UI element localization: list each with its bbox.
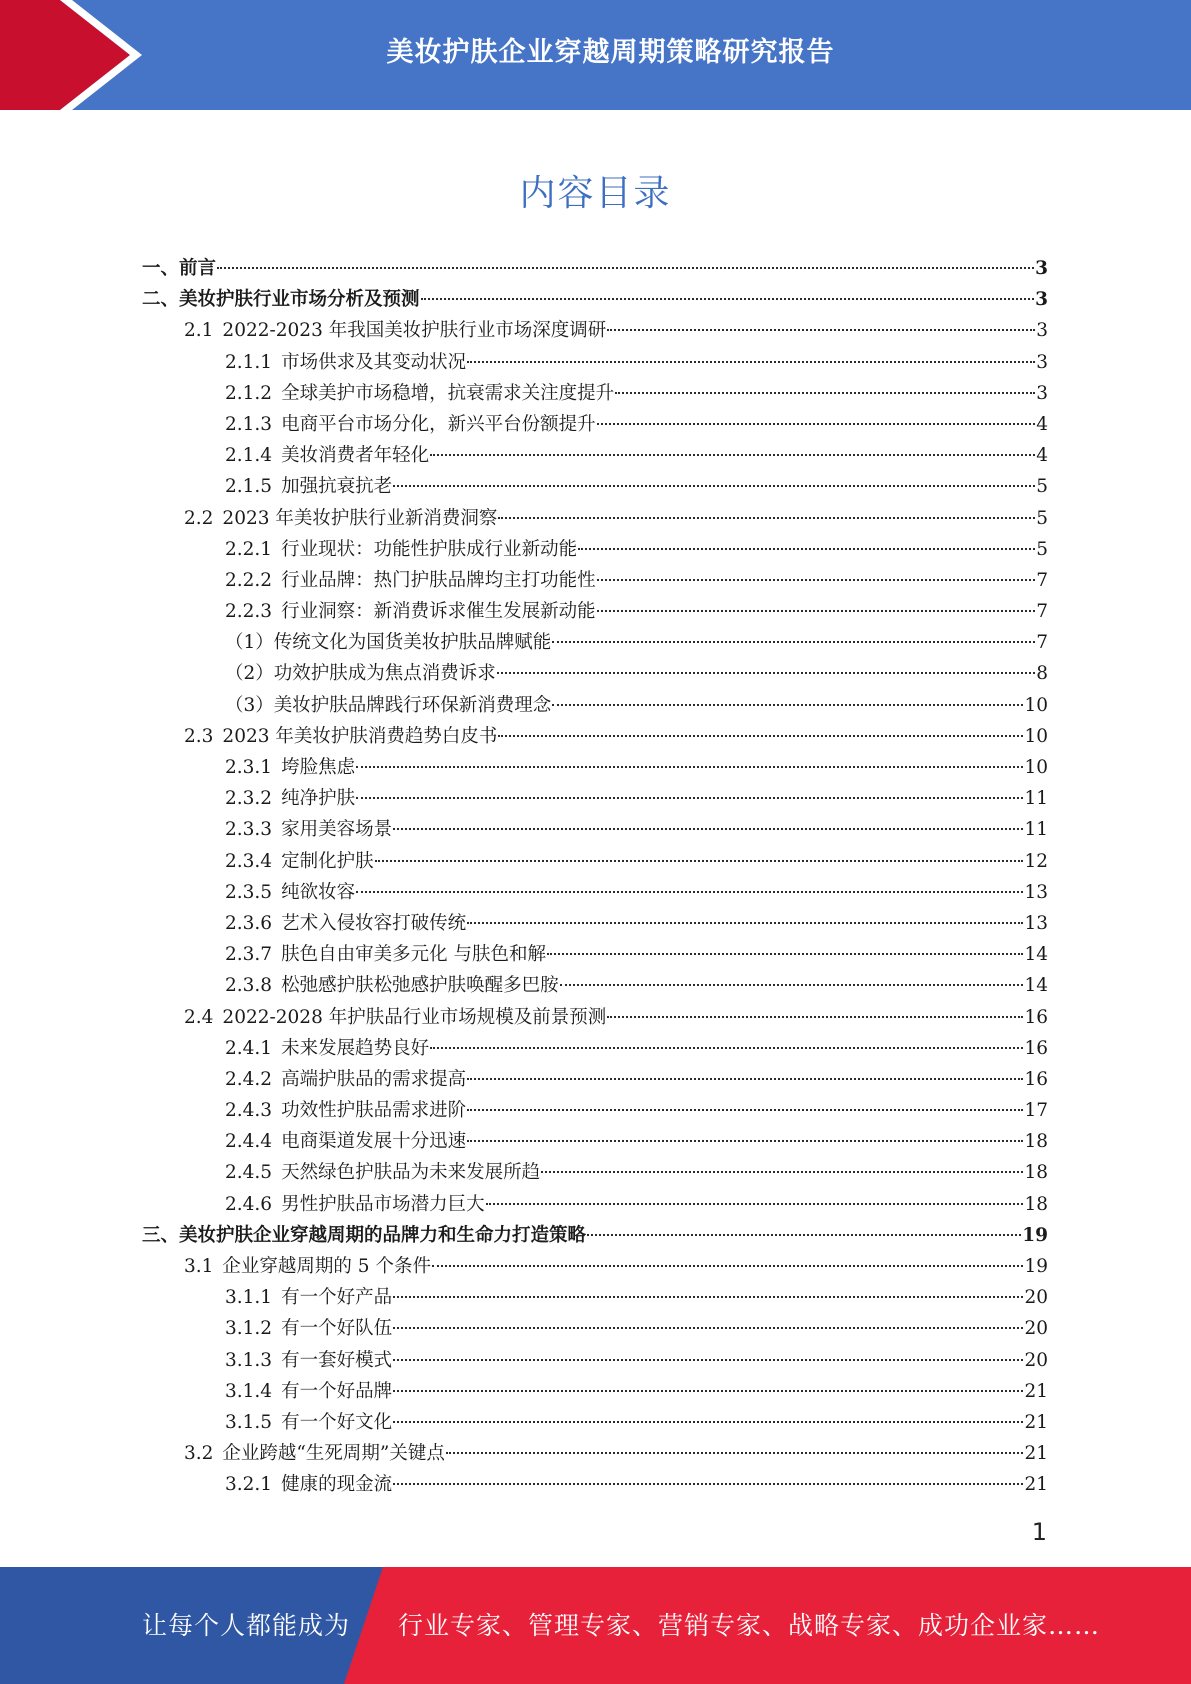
toc-entry[interactable] xyxy=(142,1282,1048,1313)
toc-entry-label: 家用美容场景 xyxy=(281,819,393,841)
toc-entry-number: 2.3.8 xyxy=(225,975,273,997)
toc-entry-title xyxy=(225,627,551,658)
toc-entry-number: 2.2.3 xyxy=(225,601,273,623)
toc-entry-page: 21 xyxy=(1024,1380,1048,1402)
toc-entry-number: 2.1.4 xyxy=(225,445,273,467)
toc-entry-label: 有一个好品牌 xyxy=(281,1380,393,1402)
toc-entry-number: 2.4.4 xyxy=(225,1131,273,1153)
table-of-contents xyxy=(142,253,1048,1501)
toc-dot-leader xyxy=(607,1016,1023,1018)
toc-entry-label: 定制化护肤 xyxy=(281,850,374,872)
toc-entry-title xyxy=(142,253,216,284)
toc-entry[interactable] xyxy=(142,1469,1048,1500)
toc-entry-label: 2023 年美妆护肤消费趋势白皮书 xyxy=(222,725,498,747)
toc-entry-title xyxy=(225,1095,466,1126)
toc-entry-title xyxy=(225,1313,392,1344)
toc-dot-leader xyxy=(430,1047,1023,1049)
toc-dot-leader xyxy=(430,454,1035,456)
toc-entry-label: 肤色自由审美多元化 与肤色和解 xyxy=(281,944,546,966)
toc-entry[interactable] xyxy=(142,1251,1048,1282)
toc-entry-number: 3.1.1 xyxy=(225,1287,273,1309)
toc-entry-page: 20 xyxy=(1024,1349,1048,1371)
page-number: 1 xyxy=(1031,1518,1047,1546)
toc-entry-title xyxy=(225,534,577,565)
toc-entry-page: 7 xyxy=(1036,601,1048,623)
toc-entry-number: 2.4.6 xyxy=(225,1193,273,1215)
toc-entry-page: 5 xyxy=(1036,476,1048,498)
toc-dot-leader xyxy=(560,984,1024,986)
toc-entry-page: 19 xyxy=(1022,1224,1048,1246)
toc-dot-leader xyxy=(467,1078,1023,1080)
toc-entry[interactable] xyxy=(142,1438,1048,1469)
toc-dot-leader xyxy=(432,1265,1023,1267)
toc-entry-page: 13 xyxy=(1024,881,1048,903)
toc-entry-page: 11 xyxy=(1024,819,1048,841)
toc-entry-label: 企业穿越周期的 5 个条件 xyxy=(222,1256,431,1277)
toc-dot-leader xyxy=(393,1327,1023,1329)
toc-dot-leader xyxy=(607,329,1035,331)
toc-entry-title xyxy=(225,1376,392,1407)
toc-entry-title xyxy=(142,1220,586,1251)
toc-entry-page: 7 xyxy=(1036,569,1048,591)
toc-entry-number: 2.3.6 xyxy=(225,912,273,934)
toc-entry-page: 20 xyxy=(1024,1287,1048,1309)
toc-entry-label: 高端护肤品的需求提高 xyxy=(281,1068,467,1090)
toc-entry-page: 3 xyxy=(1035,258,1048,279)
toc-entry[interactable] xyxy=(142,253,1048,284)
toc-entry[interactable] xyxy=(142,378,1048,409)
toc-entry-label: 有一个好文化 xyxy=(281,1411,393,1433)
toc-entry-number: 3.2 xyxy=(184,1443,214,1465)
toc-entry-page: 16 xyxy=(1024,1068,1048,1090)
toc-entry[interactable] xyxy=(142,1189,1048,1220)
toc-entry-page: 10 xyxy=(1024,757,1048,778)
toc-entry-page: 18 xyxy=(1024,1193,1048,1215)
toc-entry-title xyxy=(184,315,606,346)
toc-entry[interactable] xyxy=(142,284,1048,315)
toc-entry-title xyxy=(225,1064,466,1095)
toc-entry-number: 2.3.5 xyxy=(225,881,273,903)
toc-entry-label: 未来发展趋势良好 xyxy=(281,1037,430,1059)
toc-entry[interactable] xyxy=(142,1157,1048,1188)
toc-entry-number: 3.1.4 xyxy=(225,1380,273,1402)
toc-dot-leader xyxy=(356,766,1023,768)
toc-entry-title xyxy=(225,347,466,378)
toc-entry[interactable] xyxy=(142,1033,1048,1064)
toc-entry-label: 2023 年美妆护肤行业新消费洞察 xyxy=(222,507,498,529)
toc-entry-number: 2.4.2 xyxy=(225,1068,273,1090)
toc-entry-page: 12 xyxy=(1024,850,1048,872)
toc-entry-title xyxy=(225,877,355,908)
toc-entry-page: 4 xyxy=(1036,445,1048,467)
toc-entry[interactable] xyxy=(142,1064,1048,1095)
toc-entry-title xyxy=(184,1251,431,1282)
toc-dot-leader xyxy=(552,704,1023,706)
toc-dot-leader xyxy=(393,1421,1023,1423)
toc-entry-number: 2.1.1 xyxy=(225,351,273,373)
toc-dot-leader xyxy=(393,828,1023,830)
toc-entry-label: 加强抗衰抗老 xyxy=(281,476,393,498)
toc-entry[interactable] xyxy=(142,596,1048,627)
toc-dot-leader xyxy=(393,485,1035,487)
toc-entry-page: 3 xyxy=(1035,289,1048,311)
toc-entry-title xyxy=(225,1407,392,1438)
toc-entry-title xyxy=(225,690,551,721)
toc-entry-number: 2.3.3 xyxy=(225,819,273,841)
toc-entry-title xyxy=(225,440,429,471)
toc-entry[interactable] xyxy=(142,1220,1048,1251)
footer-slogan-left: 让每个人都能成为 xyxy=(142,1611,351,1640)
toc-entry-page: 13 xyxy=(1024,912,1048,934)
toc-dot-leader xyxy=(541,1171,1023,1173)
toc-entry[interactable] xyxy=(142,939,1048,970)
toc-entry-number: 3.1.5 xyxy=(225,1411,273,1433)
toc-dot-leader xyxy=(615,392,1035,394)
toc-entry-title xyxy=(225,783,355,814)
toc-entry-label: 行业现状：功能性护肤成行业新动能 xyxy=(281,538,578,560)
toc-entry[interactable] xyxy=(142,1313,1048,1344)
toc-entry-label: 垮脸焦虑 xyxy=(281,757,356,778)
toc-entry[interactable] xyxy=(142,752,1048,783)
toc-entry-page: 10 xyxy=(1024,725,1048,747)
toc-entry-number: 2.2.1 xyxy=(225,538,273,560)
toc-entry-label: 纯净护肤 xyxy=(281,788,356,810)
toc-entry-page: 21 xyxy=(1024,1411,1048,1433)
toc-entry-page: 7 xyxy=(1036,632,1048,654)
toc-entry-title xyxy=(225,939,546,970)
toc-entry-number: 2.3.7 xyxy=(225,944,273,966)
toc-entry-title xyxy=(184,503,497,534)
toc-dot-leader xyxy=(356,891,1023,893)
toc-entry[interactable] xyxy=(142,1376,1048,1407)
toc-entry-page: 3 xyxy=(1036,351,1048,373)
toc-entry-title xyxy=(225,409,596,440)
toc-entry-page: 16 xyxy=(1024,1037,1048,1059)
toc-entry-label: 一、前言 xyxy=(142,258,217,279)
toc-dot-leader xyxy=(597,610,1036,612)
toc-entry-page: 20 xyxy=(1024,1318,1048,1340)
toc-entry[interactable] xyxy=(142,1345,1048,1376)
toc-entry-label: （1）传统文化为国货美妆护肤品牌赋能 xyxy=(225,632,552,654)
toc-entry-number: 2.1 xyxy=(184,320,214,342)
toc-entry-number: 2.4.3 xyxy=(225,1100,273,1122)
toc-entry[interactable] xyxy=(142,347,1048,378)
toc-entry-page: 8 xyxy=(1036,663,1048,685)
toc-entry-number: 2.3.2 xyxy=(225,788,273,810)
toc-entry-title xyxy=(225,814,392,845)
toc-entry-number: 2.4 xyxy=(184,1006,214,1028)
toc-entry-number: 2.3.4 xyxy=(225,850,273,872)
toc-entry-page: 16 xyxy=(1024,1006,1048,1028)
toc-entry-title xyxy=(225,658,496,689)
toc-entry-page: 4 xyxy=(1036,413,1048,435)
toc-entry-label: 电商渠道发展十分迅速 xyxy=(281,1131,467,1153)
toc-entry-label: （3）美妆护肤品牌践行环保新消费理念 xyxy=(225,694,552,716)
toc-dot-leader xyxy=(498,735,1023,737)
toc-entry-label: 电商平台市场分化，新兴平台份额提升 xyxy=(281,413,596,435)
toc-dot-leader xyxy=(498,517,1035,519)
toc-entry-page: 18 xyxy=(1024,1162,1048,1184)
toc-entry-number: 3.1.3 xyxy=(225,1349,273,1371)
toc-entry-number: 2.3 xyxy=(184,725,214,747)
toc-dot-leader xyxy=(486,1203,1024,1205)
toc-entry[interactable] xyxy=(142,877,1048,908)
toc-dot-leader xyxy=(467,1109,1023,1111)
toc-dot-leader xyxy=(597,423,1036,425)
toc-entry-title xyxy=(184,1002,606,1033)
toc-entry-title xyxy=(142,284,420,315)
toc-entry[interactable] xyxy=(142,1126,1048,1157)
toc-dot-leader xyxy=(547,953,1023,955)
toc-entry-label: （2）功效护肤成为焦点消费诉求 xyxy=(225,663,496,685)
toc-entry-label: 有一个好队伍 xyxy=(281,1318,393,1340)
toc-entry-page: 21 xyxy=(1024,1443,1048,1465)
toc-entry[interactable] xyxy=(142,1095,1048,1126)
toc-entry-label: 二、美妆护肤行业市场分析及预测 xyxy=(142,289,420,311)
toc-entry-title xyxy=(225,596,596,627)
toc-dot-leader xyxy=(393,1296,1023,1298)
toc-entry-title xyxy=(184,721,497,752)
toc-entry[interactable] xyxy=(142,658,1048,689)
toc-entry[interactable] xyxy=(142,471,1048,502)
toc-entry-title xyxy=(225,1469,392,1500)
toc-entry-label: 有一个好产品 xyxy=(281,1287,393,1309)
toc-entry-page: 11 xyxy=(1024,788,1048,810)
toc-entry-number: 3.2.1 xyxy=(225,1474,273,1496)
toc-dot-leader xyxy=(421,298,1035,300)
toc-entry-label: 企业跨越“生死周期”关键点 xyxy=(222,1443,445,1465)
toc-dot-leader xyxy=(393,1359,1023,1361)
toc-entry-title xyxy=(225,1345,392,1376)
toc-entry-label: 2022-2023 年我国美妆护肤行业市场深度调研 xyxy=(222,320,607,342)
header-band xyxy=(0,0,1191,110)
toc-entry-number: 2.1.3 xyxy=(225,413,273,435)
toc-entry-label: 行业品牌：热门护肤品牌均主打功能性 xyxy=(281,569,596,591)
toc-entry[interactable] xyxy=(142,1002,1048,1033)
toc-heading: 内容目录 xyxy=(519,173,672,214)
toc-entry[interactable] xyxy=(142,1407,1048,1438)
toc-entry[interactable] xyxy=(142,315,1048,346)
toc-entry-label: 松弛感护肤松弛感护肤唤醒多巴胺 xyxy=(281,975,559,997)
toc-entry-page: 18 xyxy=(1024,1131,1048,1153)
toc-dot-leader xyxy=(393,1390,1023,1392)
footer-slogan-right: 行业专家、管理专家、营销专家、战略专家、成功企业家…… xyxy=(398,1611,1101,1640)
toc-entry-number: 2.4.1 xyxy=(225,1037,273,1059)
toc-dot-leader xyxy=(217,267,1034,269)
toc-entry-title xyxy=(225,565,596,596)
toc-entry[interactable] xyxy=(142,503,1048,534)
toc-entry[interactable] xyxy=(142,846,1048,877)
toc-dot-leader xyxy=(467,1140,1023,1142)
toc-entry-label: 行业洞察：新消费诉求催生发展新动能 xyxy=(281,601,596,623)
toc-entry-page: 3 xyxy=(1036,320,1048,342)
toc-dot-leader xyxy=(552,641,1035,643)
toc-dot-leader xyxy=(578,548,1035,550)
toc-entry[interactable] xyxy=(142,783,1048,814)
toc-entry-page: 10 xyxy=(1024,694,1048,716)
toc-dot-leader xyxy=(597,579,1036,581)
toc-entry-number: 2.4.5 xyxy=(225,1162,273,1184)
toc-entry[interactable] xyxy=(142,721,1048,752)
toc-entry[interactable] xyxy=(142,814,1048,845)
toc-entry-title xyxy=(184,1438,445,1469)
toc-entry-number: 3.1 xyxy=(184,1256,214,1277)
toc-entry-title xyxy=(225,970,559,1001)
toc-entry-label: 功效性护肤品需求进阶 xyxy=(281,1100,467,1122)
toc-entry-title xyxy=(225,1189,485,1220)
toc-entry[interactable] xyxy=(142,440,1048,471)
toc-entry-number: 2.2.2 xyxy=(225,569,273,591)
toc-entry-label: 三、美妆护肤企业穿越周期的品牌力和生命力打造策略 xyxy=(142,1224,587,1246)
toc-entry-label: 健康的现金流 xyxy=(281,1474,393,1496)
toc-dot-leader xyxy=(356,797,1023,799)
toc-dot-leader xyxy=(393,1483,1023,1485)
toc-entry[interactable] xyxy=(142,970,1048,1001)
toc-entry-page: 17 xyxy=(1024,1100,1048,1122)
toc-dot-leader xyxy=(467,922,1023,924)
toc-entry-label: 全球美护市场稳增，抗衰需求关注度提升 xyxy=(281,382,615,404)
toc-entry-label: 市场供求及其变动状况 xyxy=(281,351,467,373)
toc-entry[interactable] xyxy=(142,534,1048,565)
toc-entry-label: 男性护肤品市场潜力巨大 xyxy=(281,1193,485,1215)
toc-entry-page: 21 xyxy=(1024,1474,1048,1496)
toc-entry-label: 美妆消费者年轻化 xyxy=(281,445,430,467)
toc-dot-leader xyxy=(446,1452,1024,1454)
toc-entry[interactable] xyxy=(142,565,1048,596)
report-title: 美妆护肤企业穿越周期策略研究报告 xyxy=(386,37,835,68)
toc-entry-number: 2.1.2 xyxy=(225,382,273,404)
toc-dot-leader xyxy=(375,860,1024,862)
toc-entry-page: 14 xyxy=(1024,944,1048,966)
toc-entry-label: 艺术入侵妆容打破传统 xyxy=(281,912,467,934)
toc-entry-page: 3 xyxy=(1036,382,1048,404)
toc-entry-label: 纯欲妆容 xyxy=(281,881,356,903)
toc-entry-title xyxy=(225,846,374,877)
toc-entry-label: 2022-2028 年护肤品行业市场规模及前景预测 xyxy=(222,1006,607,1028)
toc-entry-title xyxy=(225,1157,540,1188)
toc-entry-title xyxy=(225,1126,466,1157)
toc-entry-title xyxy=(225,752,355,783)
toc-entry-number: 2.2 xyxy=(184,507,214,529)
toc-entry[interactable] xyxy=(142,690,1048,721)
footer-band xyxy=(0,1567,1191,1684)
toc-entry-number: 3.1.2 xyxy=(225,1318,273,1340)
toc-entry-number: 2.3.1 xyxy=(225,757,273,778)
toc-entry-label: 有一套好模式 xyxy=(281,1349,393,1371)
toc-entry-number: 2.1.5 xyxy=(225,476,273,498)
toc-dot-leader xyxy=(497,672,1035,674)
toc-dot-leader xyxy=(587,1234,1021,1236)
toc-entry-page: 19 xyxy=(1024,1256,1048,1277)
toc-entry[interactable] xyxy=(142,409,1048,440)
toc-entry-title xyxy=(225,471,392,502)
toc-entry[interactable] xyxy=(142,627,1048,658)
toc-dot-leader xyxy=(467,361,1035,363)
toc-entry-title xyxy=(225,908,466,939)
toc-entry[interactable] xyxy=(142,908,1048,939)
toc-entry-label: 天然绿色护肤品为未来发展所趋 xyxy=(281,1162,541,1184)
toc-entry-title xyxy=(225,1282,392,1313)
toc-entry-page: 5 xyxy=(1036,507,1048,529)
toc-entry-page: 5 xyxy=(1036,538,1048,560)
toc-entry-title xyxy=(225,1033,429,1064)
toc-entry-page: 14 xyxy=(1024,975,1048,997)
toc-entry-title xyxy=(225,378,614,409)
